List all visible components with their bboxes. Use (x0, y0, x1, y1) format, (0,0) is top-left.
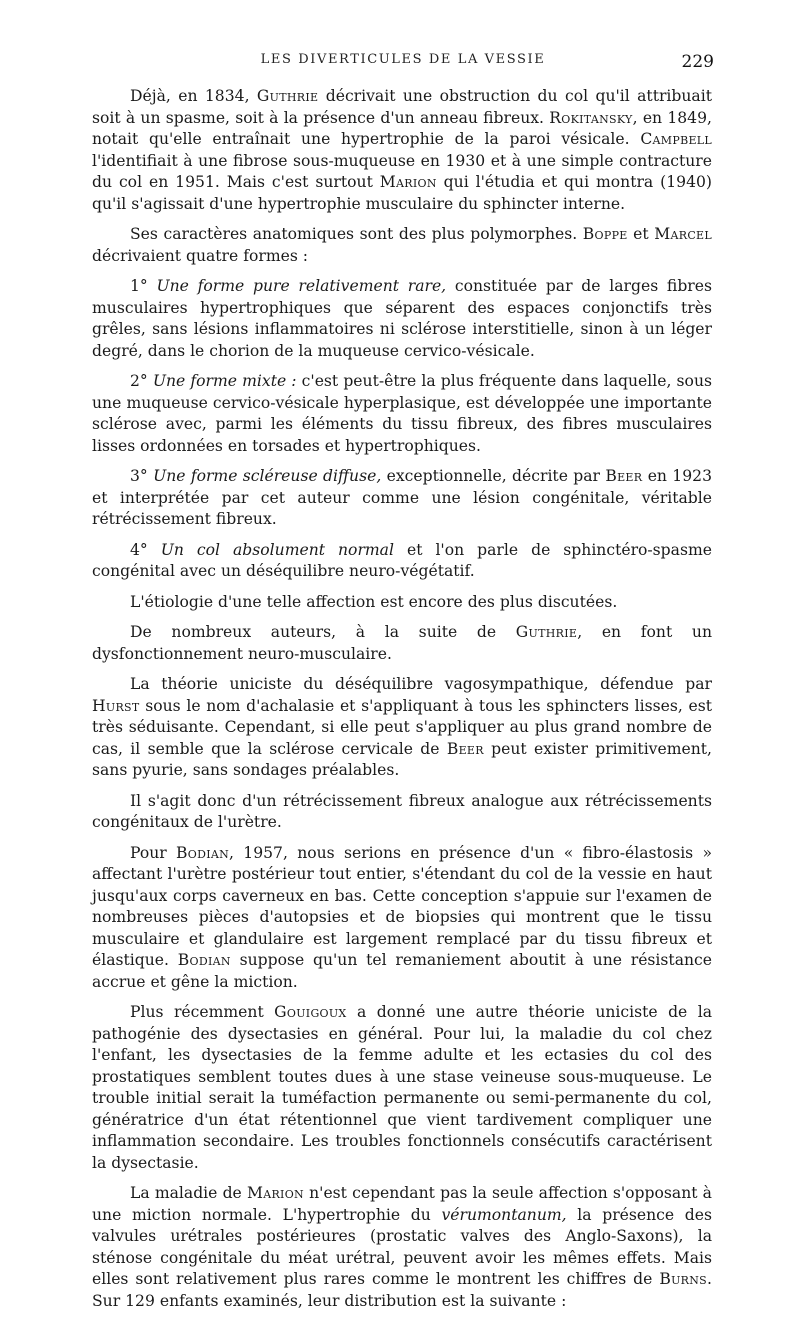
page-number: 229 (681, 52, 714, 72)
italic-term: Une forme mixte : (152, 372, 297, 390)
text-run: a donné une autre théorie uniciste de la pathogénie des dysectasies en général. Pour lui, la maladie du col chez l'enfant, les dysectasies de la femme adulte et les ectasies du col des prostatiques semblent toutes dues à une stase veineuse sous-muqueuse. Le trouble initial serait la tuméfaction permanente ou semi-permanente du col, génératrice d'un état rétentionnel que vient tardivement compliquer une inflammation secondaire. Les troubles fonctionnels consécutifs caractérisent la dysectasie. (92, 1003, 712, 1172)
text-run: la présence des valvules urétrales postérieures (prostatic valves des Anglo-Saxons), la sténose congénitale du méat urétral, peuvent avoir les mêmes effets. Mais elles sont relativement plus rares comme le montrent les chiffres de (92, 1205, 712, 1288)
author-name: Bodian (176, 843, 230, 862)
author-name: Burns (659, 1270, 708, 1288)
paragraph (92, 674, 712, 782)
italic-term: vérumontanum, (441, 1205, 567, 1224)
paragraph (92, 540, 712, 583)
author-name: Marcel (654, 225, 712, 243)
paragraph (92, 276, 712, 362)
text-run: La théorie uniciste du déséquilibre vagosympathique, défendue par (130, 675, 712, 693)
paragraph (92, 843, 712, 994)
text-run: sous le nom d'achalasie et s'appliquant à tous les sphincters lisses, est très séduisante. Cependant, si elle peut s'appliquer au plus grand nombre de cas, il semble que la sclérose cervicale de (92, 696, 712, 758)
author-name: Hurst (92, 696, 140, 715)
author-name: Boppe (582, 225, 628, 243)
author-name: Guthrie (256, 87, 319, 105)
text-run: suppose qu'un tel remaniement aboutit à une résistance accrue et gêne la miction. (92, 951, 712, 991)
italic-term: Une forme scléreuse diffuse, (153, 467, 382, 485)
text-run: n'est cependant pas la seule affection s'opposant à une miction normale. L'hypertrophie du (92, 1184, 712, 1224)
text-run: , en 1849, notait qu'elle entraînait une hypertrophie de la paroi vésicale. (92, 108, 712, 148)
author-name: Rokitansky (549, 108, 633, 127)
text-run: Plus récemment (130, 1003, 275, 1021)
paragraph (92, 592, 712, 614)
text-run: décrivaient quatre formes : (92, 246, 309, 265)
author-name: Guthrie (515, 623, 578, 641)
paragraph (92, 1183, 712, 1312)
page-header (92, 52, 714, 72)
author-name: Marion (246, 1184, 304, 1202)
text-run: peut exister primitivement, sans pyurie, sans sondages préalables. (92, 739, 712, 779)
text-run: . Sur 129 enfants examinés, leur distribution est la suivante : (92, 1270, 712, 1310)
text-run: 3° (130, 467, 154, 485)
paragraph (92, 86, 712, 215)
italic-term: Un col absolument normal (160, 540, 394, 559)
text-run: Il s'agit donc d'un rétrécissement fibreux analogue aux rétrécissements congénitaux de l'urètre. (92, 791, 712, 831)
author-name: Campbell (640, 130, 712, 148)
italic-term: Une forme pure relativement rare, (156, 277, 447, 295)
text-run: exceptionnelle, décrite par (381, 467, 606, 485)
text-run: 1° (130, 277, 157, 295)
author-name: Bodian (177, 951, 231, 969)
paragraph (92, 371, 712, 457)
paragraph (92, 466, 712, 531)
text-run: La maladie de (130, 1184, 247, 1202)
paragraph (92, 791, 712, 834)
author-name: Beer (605, 467, 643, 485)
paragraph (92, 622, 712, 665)
text-run: et l'on parle de sphinctéro-spasme congénital avec un déséquilibre neuro-végétatif. (92, 540, 712, 580)
text-run: constituée par de larges fibres musculaires hypertrophiques que séparent des espaces conjonctifs très grêles, sans lésions inflammatoires ni sclérose interstitielle, sinon à un léger degré, dans le chorion de la muqueuse cervico-vésicale. (92, 277, 712, 360)
author-name: Marion (379, 173, 437, 191)
paragraph (92, 1002, 712, 1174)
paragraph (92, 224, 712, 267)
text-run: Pour (130, 843, 177, 862)
running-title: LES DIVERTICULES DE LA VESSIE (260, 52, 546, 67)
text-run: Ses caractères anatomiques sont des plus polymorphes. (130, 225, 583, 243)
text-run: et (627, 225, 655, 243)
text-run: L'étiologie d'une telle affection est encore des plus discutées. (130, 592, 618, 611)
text-run: 4° (130, 540, 161, 559)
text-run: , 1957, nous serions en présence d'un « fibro-élastosis » affectant l'urètre postérieur tout entier, s'étendant du col de la vessie en haut jusqu'aux corps caverneux en bas. Cette conception s'appuie sur l'examen de nombreuses pièces d'autopsies et de biopsies qui montrent que le tissu musculaire et glandulaire est largement remplacé par du tissu fibreux et élastique. (92, 843, 713, 969)
text-run: De nombreux auteurs, à la suite de (130, 623, 516, 641)
author-name: Beer (446, 739, 484, 758)
text-run: en 1923 et interprétée par cet auteur comme une lésion congénitale, véritable rétrécissement fibreux. (92, 467, 712, 528)
body-text (92, 86, 712, 1321)
text-run: 2° (130, 372, 153, 390)
text-run: , en font un dysfonctionnement neuro-musculaire. (92, 623, 713, 663)
text-run: l'identifiait à une fibrose sous-muqueuse en 1930 et à une simple contracture du col en 1951. Mais c'est surtout (92, 151, 712, 191)
text-run: c'est peut-être la plus fréquente dans laquelle, sous une muqueuse cervico-vésicale hyperplasique, est développée une importante sclérose avec, parmi les éléments du tissu fibreux, des fibres musculaires lisses ordonnées en torsades et hypertrophiques. (92, 372, 712, 455)
author-name: Gouigoux (274, 1003, 347, 1021)
text-run: Déjà, en 1834, (130, 87, 257, 105)
text-run: qui l'étudia et qui montra (1940) qu'il s'agissait d'une hypertrophie musculaire du sphincter interne. (92, 173, 712, 213)
text-run: décrivait une obstruction du col qu'il attribuait soit à un spasme, soit à la présence d'un anneau fibreux. (92, 87, 712, 127)
